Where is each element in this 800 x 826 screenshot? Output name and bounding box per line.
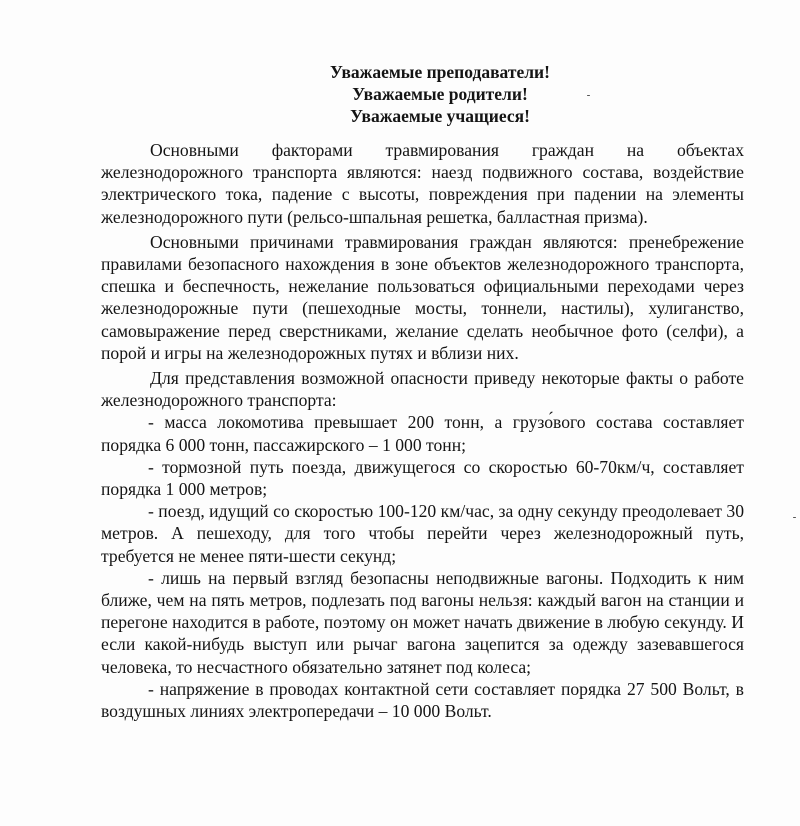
scan-speck: [587, 95, 590, 96]
paragraph-injury-factors: Основными факторами травмирования граждан на объектах железнодорожного транспорта являются: наезд подвижного состава, воздействие электрического тока, падение с высоты, повреждения при падении на элементы железнодорожного пути (рельсо-шпальная решетка, балластная призма).: [101, 140, 744, 227]
fact-train-mass: - масса локомотива превышает 200 тонн, а грузо́вого состава составляет порядка 6 000 тонн, пассажирского – 1 000 тонн;: [101, 412, 744, 455]
greeting-teachers: Уважаемые преподаватели!: [330, 62, 550, 82]
document-body: [101, 139, 744, 722]
paragraph-injury-causes: Основными причинами травмирования граждан являются: пренебрежение правилами безопасного нахождения в зоне объектов железнодорожного транспорта, спешка и беспечность, нежелание пользоваться официальными переходами через железнодорожные пути (пешеходные мосты, тоннели, настилы), хулиганство, самовыражение перед сверстниками, желание сделать необычное фото (селфи), а порой и игры на железнодорожных путях и вблизи них.: [101, 231, 744, 363]
fact-contact-network-voltage: - напряжение в проводах контактной сети составляет порядка 27 500 Вольт, в воздушных линиях электропередачи – 10 000 Вольт.: [101, 678, 744, 722]
fact-braking-distance: - тормозной путь поезда, движущегося со скоростью 60-70км/ч, составляет порядка 1 000 метров;: [101, 456, 744, 500]
greeting-students: Уважаемые учащиеся!: [350, 106, 530, 126]
fact-stationary-wagons: - лишь на первый взгляд безопасны неподвижные вагоны. Подходить к ним ближе, чем на пять метров, подлезать под вагоны нельзя: каждый вагон на станции и перегоне находится в работе, поэтому он может начать движение в любую секунду. И если какой-нибудь выступ или рычаг вагона зацепится за одежду зазевавшегося человека, то несчастного обязательно затянет под колеса;: [101, 567, 744, 677]
paragraph-facts-intro: Для представления возможной опасности приведу некоторые факты о работе железнодорожного транспорта:: [101, 368, 744, 411]
fact-train-speed: - поезд, идущий со скоростью 100-120 км/час, за одну секунду преодолевает 30 метров. А пешеходу, для того чтобы перейти через железнодорожный путь, требуется не менее пяти-шести секунд;: [101, 501, 744, 566]
scan-speck: [793, 517, 796, 518]
greeting-parents: Уважаемые родители!: [352, 84, 528, 104]
